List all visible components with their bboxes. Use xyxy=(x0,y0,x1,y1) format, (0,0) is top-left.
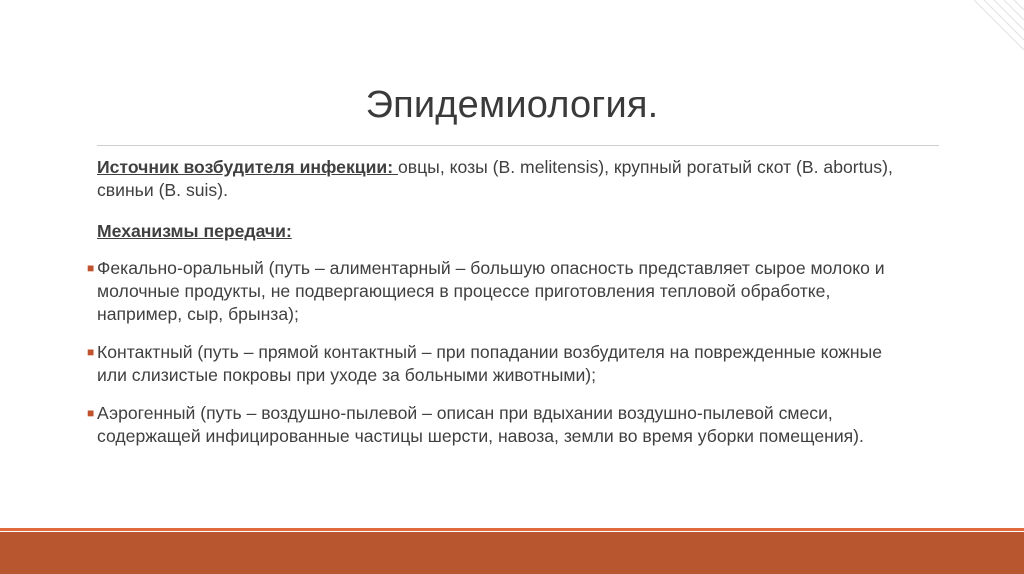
title-divider xyxy=(97,145,939,146)
corner-decoration xyxy=(954,0,1024,70)
list-item xyxy=(87,402,917,448)
footer-bar xyxy=(0,532,1024,574)
slide-title: Эпидемиология. xyxy=(365,84,659,126)
bullet-text: Аэрогенный (путь – воздушно-пылевой – описан при вдыхании воздушно-пылевой смеси, содержащей инфицированные частицы шерсти, навоза, земли во время уборки помещения). xyxy=(97,403,864,446)
source-paragraph xyxy=(97,156,897,202)
source-text: овцы, козы (B. melitensis), крупный рогатый скот (B. abortus), свиньи (B. suis). xyxy=(97,157,893,200)
bullet-square-icon: ■ xyxy=(87,345,95,359)
mechanisms-heading: Механизмы передачи: xyxy=(97,221,292,241)
list-item xyxy=(87,341,917,387)
list-item xyxy=(87,257,917,326)
bullet-square-icon: ■ xyxy=(87,406,95,420)
source-label: Источник возбудителя инфекции: xyxy=(97,157,398,177)
bullet-square-icon: ■ xyxy=(87,261,95,275)
footer-accent-line xyxy=(0,528,1024,531)
bullet-text: Контактный (путь – прямой контактный – при попадании возбудителя на поврежденные кожные или слизистые покровы при уходе за больными животными); xyxy=(97,342,883,385)
mechanisms-heading-paragraph xyxy=(97,220,897,243)
bullet-text: Фекально-оральный (путь – алиментарный – большую опасность представляет сырое молоко и молочные продукты, не подвергающиеся в процессе приготовления тепловой обработке, например, сыр, брынза); xyxy=(97,258,885,324)
